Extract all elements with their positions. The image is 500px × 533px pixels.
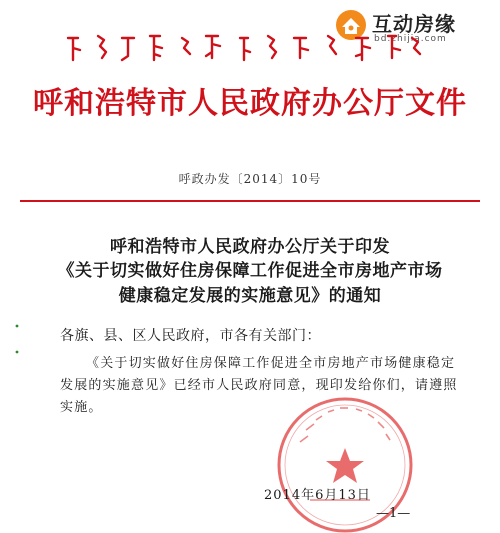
binding-marks [14,320,20,370]
mongolian-script-heading [64,26,424,66]
signing-date: 2014年6月13日 [264,488,371,503]
recipients-line: 各旗、县、区人民政府，市各有关部门： [60,328,321,344]
body-line-1: 《关于切实做好住房保障工作促进全市房地产市场健康稳定 [86,356,456,371]
notice-title-line-3: 健康稳定发展的实施意见》的通知 [118,286,382,306]
watermark-url: bd.zhijia.com [374,34,447,44]
page-number: —1— [376,506,411,521]
notice-title-line-2: 《关于切实做好住房保障工作促进全市房地产市场 [57,261,443,281]
issuer-title: 呼和浩特市人民政府办公厅文件 [33,86,467,121]
body-line-3: 实施。 [60,400,103,415]
body-line-2: 发展的实施意见》已经市人民政府同意，现印发给你们，请遵照 [60,378,458,393]
notice-title-line-1: 呼和浩特市人民政府办公厅关于印发 [110,237,390,257]
watermark-brand: 互动房缘 [372,12,456,36]
document-number: 呼政办发〔2014〕10号 [178,172,322,186]
red-divider-line [20,200,480,202]
